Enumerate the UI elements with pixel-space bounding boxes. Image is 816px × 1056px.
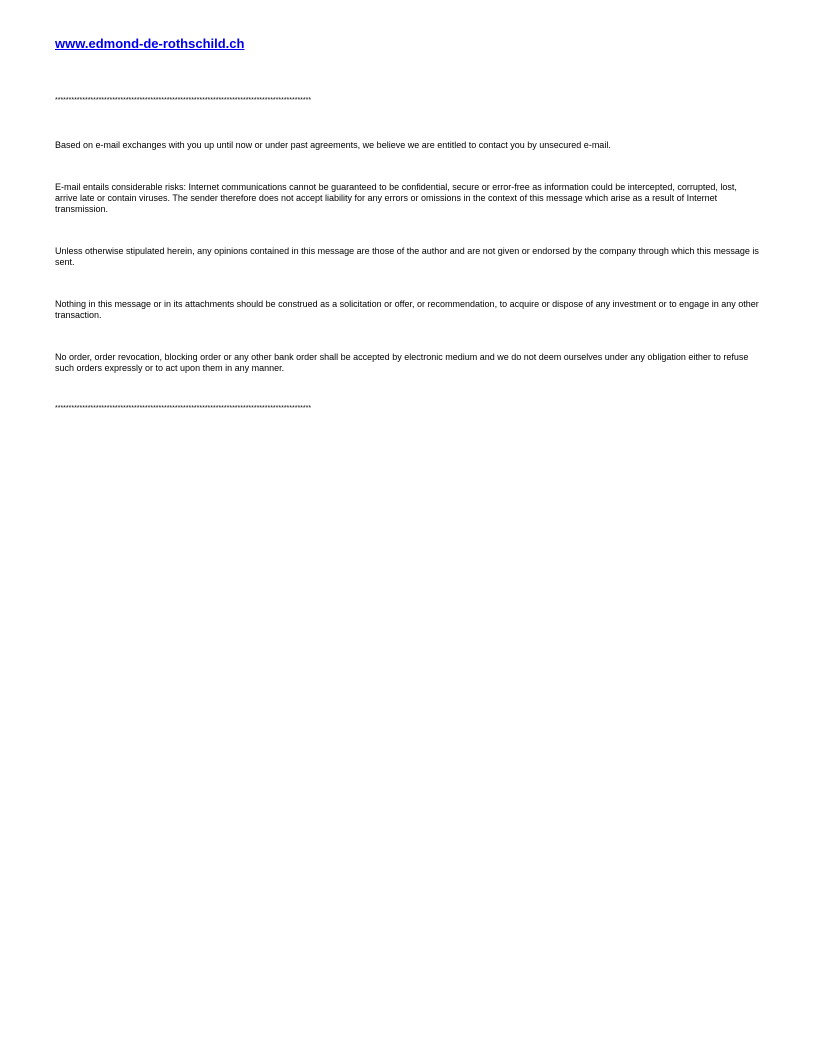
website-link[interactable]: www.edmond-de-rothschild.ch xyxy=(55,36,245,51)
paragraph-no-solicitation: Nothing in this message or in its attachments should be construed as a solicitation or offer, or recommendation, to acquire or dispose of any investment or to engage in any other transaction. xyxy=(55,299,759,320)
paragraph-bank-orders: No order, order revocation, blocking order or any other bank order shall be accepted by electronic medium and we do not deem ourselves under any obligation either to refuse such orders expressly or to act upon them in any manner. xyxy=(55,352,749,373)
paragraph-opinions: Unless otherwise stipulated herein, any opinions contained in this message are those of the author and are not given or endorsed by the company through which this message is sent. xyxy=(55,246,759,267)
separator-bottom: ********************************************************************************************** xyxy=(55,405,312,412)
paragraph-unsecured-email: Based on e-mail exchanges with you up until now or under past agreements, we believe we are entitled to contact you by unsecured e-mail. xyxy=(55,140,611,150)
paragraph-email-risks: E-mail entails considerable risks: Internet communications cannot be guaranteed to be confidential, secure or error-free as information could be intercepted, corrupted, lost, arrive late or contain viruses. The sender therefore does not accept liability for any errors or omissions in the context of this message which arise as a result of Internet transmission. xyxy=(55,182,737,214)
separator-top: ********************************************************************************************** xyxy=(55,97,312,104)
